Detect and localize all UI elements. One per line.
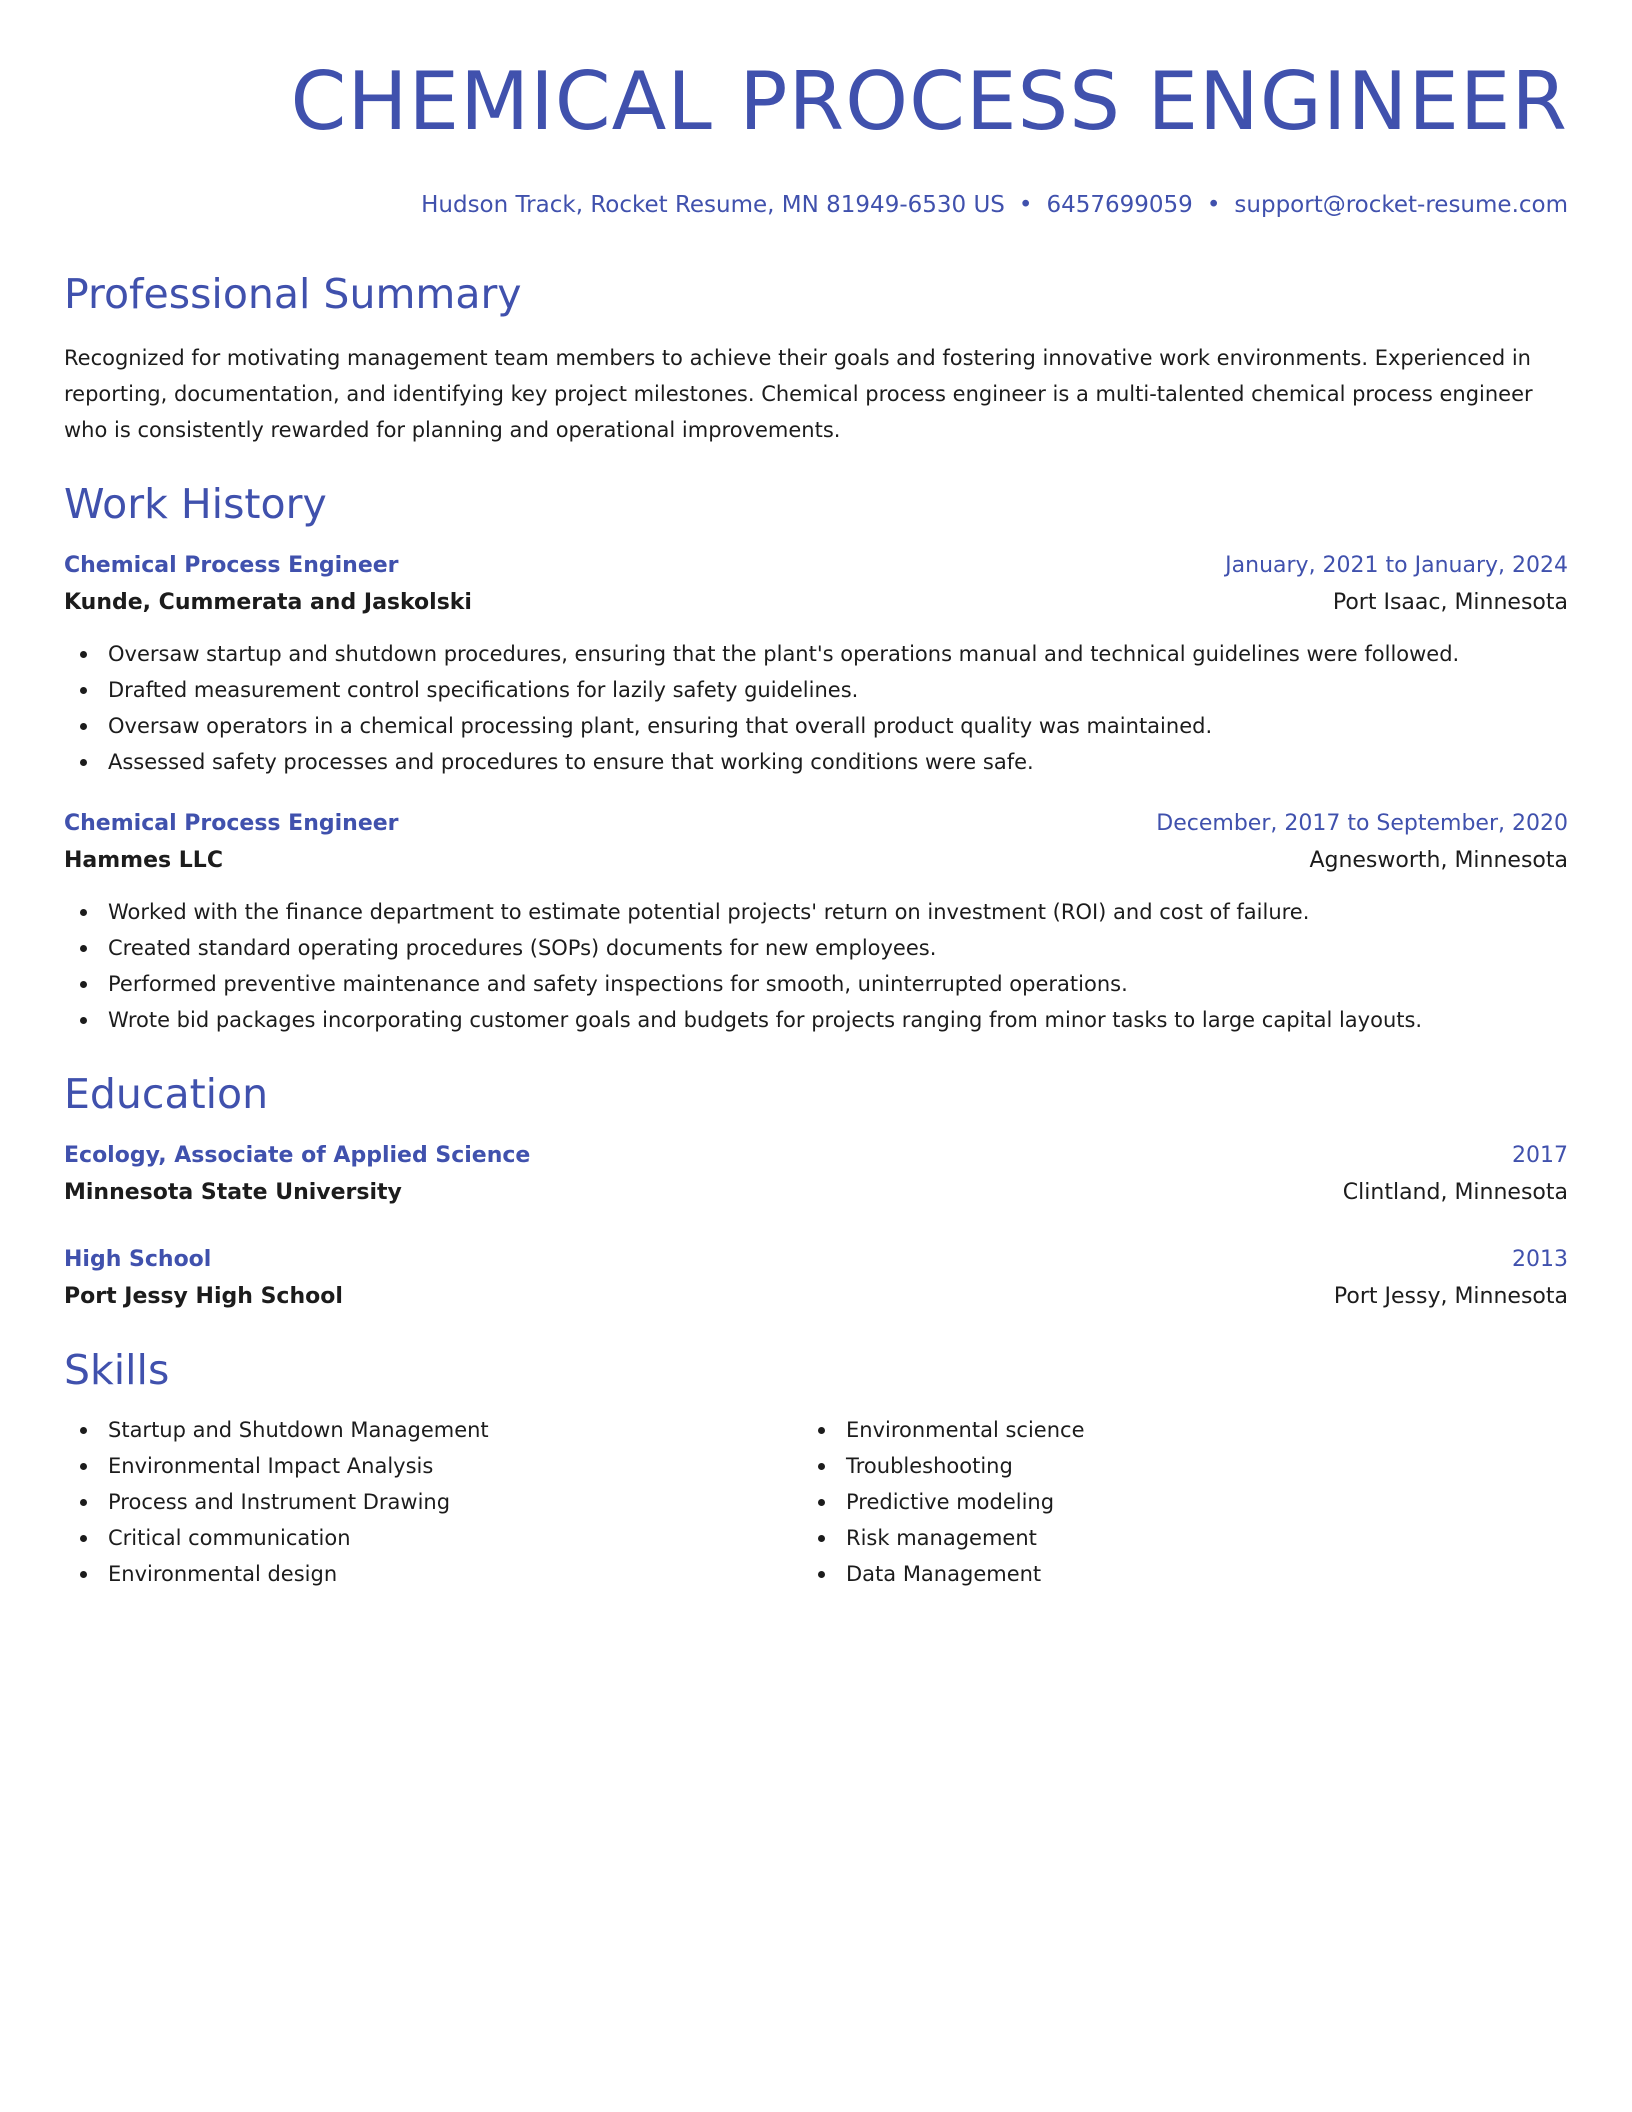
contact-separator: • — [1018, 192, 1033, 218]
skill-item: Environmental design — [64, 1556, 802, 1592]
work-history-heading: Work History — [64, 480, 327, 528]
job-dates: December, 2017 to September, 2020 — [1156, 811, 1568, 836]
job-bullet: Created standard operating procedures (SOPs) documents for new employees. — [64, 930, 1568, 966]
job-bullets — [64, 894, 1568, 1038]
skill-item: Predictive modeling — [802, 1484, 1540, 1520]
job-location: Port Isaac, Minnesota — [1332, 590, 1568, 615]
summary-text: Recognized for motivating management team members to achieve their goals and fostering innovative work environments. Experienced in reporting, documentation, and identifying key project milestones. Chemical process engineer is a multi-talented chemical process engineer who is consistently rewarded for planning and operational improvements. — [64, 346, 1533, 442]
education-entry — [64, 1242, 1568, 1316]
education-location: Port Jessy, Minnesota — [1333, 1284, 1568, 1309]
skill-item: Startup and Shutdown Management — [64, 1412, 802, 1448]
skill-item: Troubleshooting — [802, 1448, 1540, 1484]
job-entry — [64, 548, 1568, 780]
job-bullet: Drafted measurement control specifications for lazily safety guidelines. — [64, 672, 1568, 708]
contact-separator: • — [1206, 192, 1221, 218]
contact-phone: 6457699059 — [1046, 192, 1193, 218]
education-degree: High School — [64, 1247, 212, 1272]
education-entry — [64, 1138, 1568, 1212]
education-school: Port Jessy High School — [64, 1284, 343, 1309]
education-location: Clintland, Minnesota — [1342, 1180, 1568, 1205]
skill-item: Process and Instrument Drawing — [64, 1484, 802, 1520]
contact-address: Hudson Track, Rocket Resume, MN 81949-6530 US — [421, 192, 1005, 218]
page-title: CHEMICAL PROCESS ENGINEER — [290, 55, 1568, 148]
job-bullet: Assessed safety processes and procedures to ensure that working conditions were safe. — [64, 744, 1568, 780]
skills-heading: Skills — [64, 1346, 170, 1394]
skill-item: Environmental science — [802, 1412, 1540, 1448]
education-year: 2017 — [1512, 1143, 1568, 1168]
contact-email[interactable]: support@rocket-resume.com — [1234, 192, 1568, 218]
job-location: Agnesworth, Minnesota — [1309, 848, 1568, 873]
job-bullet: Performed preventive maintenance and safety inspections for smooth, uninterrupted operations. — [64, 966, 1568, 1002]
skill-item: Environmental Impact Analysis — [64, 1448, 802, 1484]
job-role: Chemical Process Engineer — [64, 553, 399, 578]
skills-column-right — [802, 1412, 1540, 1592]
skill-item: Risk management — [802, 1520, 1540, 1556]
job-bullets — [64, 636, 1568, 780]
contact-line — [64, 190, 1568, 220]
resume-page — [64, 0, 1568, 1592]
job-company: Kunde, Cummerata and Jaskolski — [64, 590, 472, 615]
job-bullet: Oversaw operators in a chemical processing plant, ensuring that overall product quality was maintained. — [64, 708, 1568, 744]
summary-heading: Professional Summary — [64, 270, 522, 318]
skill-item: Data Management — [802, 1556, 1540, 1592]
skill-item: Critical communication — [64, 1520, 802, 1556]
skills-list — [64, 1412, 1568, 1592]
education-heading: Education — [64, 1070, 269, 1118]
job-entry — [64, 806, 1568, 1038]
job-dates: January, 2021 to January, 2024 — [1225, 553, 1568, 578]
job-role: Chemical Process Engineer — [64, 811, 399, 836]
job-bullet: Worked with the finance department to estimate potential projects' return on investment (ROI) and cost of failure. — [64, 894, 1568, 930]
education-degree: Ecology, Associate of Applied Science — [64, 1143, 531, 1168]
job-bullet: Oversaw startup and shutdown procedures, ensuring that the plant's operations manual and technical guidelines were followed. — [64, 636, 1568, 672]
skills-column-left — [64, 1412, 802, 1592]
job-company: Hammes LLC — [64, 848, 223, 873]
education-school: Minnesota State University — [64, 1180, 402, 1205]
job-bullet: Wrote bid packages incorporating customer goals and budgets for projects ranging from minor tasks to large capital layouts. — [64, 1002, 1568, 1038]
education-year: 2013 — [1512, 1247, 1568, 1272]
